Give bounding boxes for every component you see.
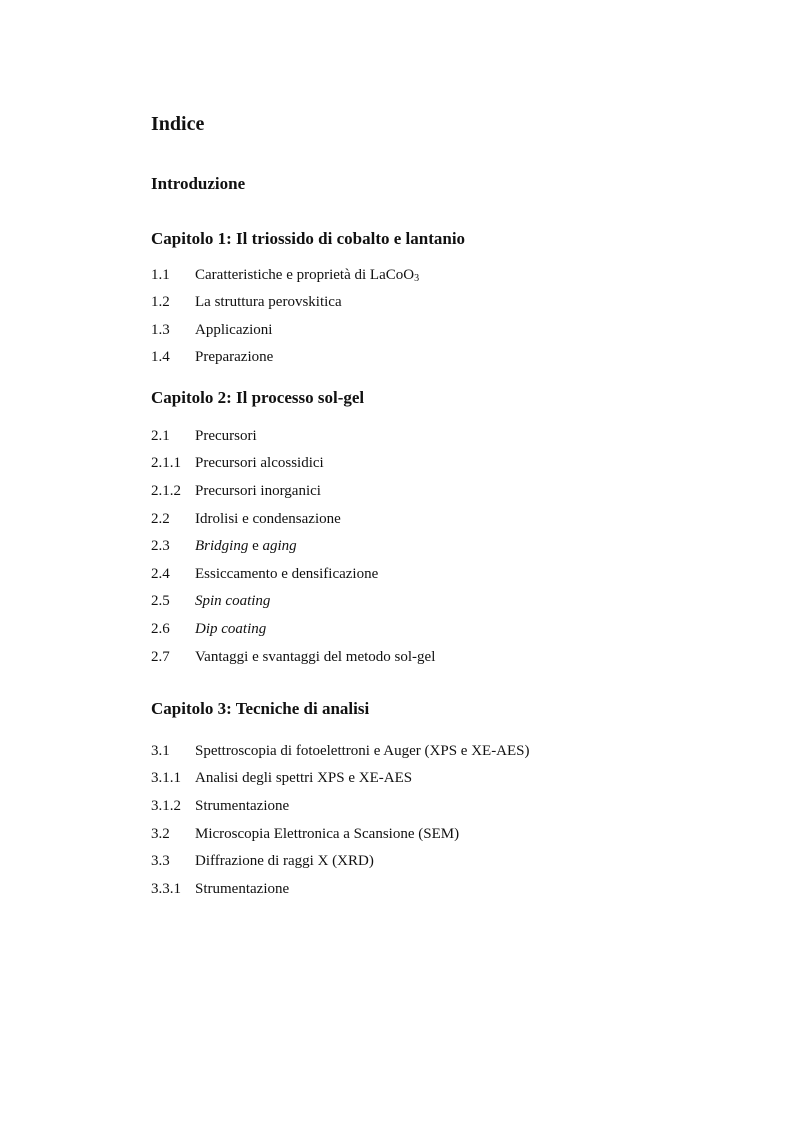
section-title: La struttura perovskitica bbox=[195, 294, 342, 310]
section-title: Analisi degli spettri XPS e XE-AES bbox=[195, 770, 413, 786]
section-number: 2.6 bbox=[151, 621, 170, 637]
toc-entry-3-1 bbox=[151, 741, 530, 761]
toc-entry-2-1 bbox=[151, 426, 257, 446]
toc-entry-2-3 bbox=[151, 536, 297, 556]
toc-entry-1-3 bbox=[151, 320, 272, 340]
section-number: 2.3 bbox=[151, 538, 170, 554]
toc-entry-3-2 bbox=[151, 824, 459, 844]
section-title: Spin coating bbox=[195, 593, 271, 609]
toc-entry-3-3 bbox=[151, 851, 374, 871]
section-title: Strumentazione bbox=[195, 798, 290, 814]
section-number: 1.3 bbox=[151, 322, 170, 338]
section-number: 3.3 bbox=[151, 853, 170, 869]
introduction-heading: Introduzione bbox=[151, 174, 246, 193]
section-title: Preparazione bbox=[195, 349, 274, 365]
toc-entry-2-2 bbox=[151, 509, 341, 529]
section-number: 2.1.2 bbox=[151, 483, 181, 499]
section-title: Precursori inorganici bbox=[195, 483, 321, 499]
section-number: 3.1.1 bbox=[151, 770, 181, 786]
section-number: 1.4 bbox=[151, 349, 170, 365]
section-number: 2.4 bbox=[151, 566, 170, 582]
chapter-1-heading: Capitolo 1: Il triossido di cobalto e lantanio bbox=[151, 229, 466, 248]
chapter-2-heading: Capitolo 2: Il processo sol-gel bbox=[151, 388, 365, 407]
section-title: Diffrazione di raggi X (XRD) bbox=[195, 853, 374, 869]
section-title: Idrolisi e condensazione bbox=[195, 511, 341, 527]
toc-entry-1-2 bbox=[151, 292, 342, 312]
section-number: 2.1 bbox=[151, 428, 170, 444]
section-title: Vantaggi e svantaggi del metodo sol-gel bbox=[195, 649, 436, 665]
toc-entry-2-7 bbox=[151, 647, 435, 667]
toc-entry-2-6 bbox=[151, 619, 266, 639]
section-title: Caratteristiche e proprietà di LaCoO$_3$ bbox=[195, 267, 420, 284]
section-title: Microscopia Elettronica a Scansione (SEM) bbox=[195, 826, 460, 842]
toc-entry-3-3-1 bbox=[151, 879, 289, 899]
section-number: 3.1 bbox=[151, 743, 170, 759]
toc-entry-2-1-2 bbox=[151, 481, 321, 501]
toc-entry-3-1-2 bbox=[151, 796, 289, 816]
page-title: Indice bbox=[151, 113, 205, 135]
section-number: 2.5 bbox=[151, 593, 170, 609]
section-title: Spettroscopia di fotoelettroni e Auger (XPS e XE-AES) bbox=[195, 743, 530, 759]
toc-entry-1-1 bbox=[151, 265, 419, 285]
section-title: Precursori alcossidici bbox=[195, 455, 324, 471]
section-number: 2.1.1 bbox=[151, 455, 181, 471]
section-number: 2.7 bbox=[151, 649, 170, 665]
toc-entry-3-1-1 bbox=[151, 768, 412, 788]
section-title: Strumentazione bbox=[195, 881, 290, 897]
section-number: 1.2 bbox=[151, 294, 170, 310]
section-number: 3.3.1 bbox=[151, 881, 181, 897]
section-title: Precursori bbox=[195, 428, 257, 444]
section-number: 1.1 bbox=[151, 267, 170, 283]
section-number: 3.2 bbox=[151, 826, 170, 842]
section-number: 2.2 bbox=[151, 511, 170, 527]
formula-subscript: 3 bbox=[414, 273, 420, 284]
section-title: Applicazioni bbox=[195, 322, 273, 338]
chapter-3-heading: Capitolo 3: Tecniche di analisi bbox=[151, 699, 370, 718]
toc-entry-2-5 bbox=[151, 591, 270, 611]
toc-entry-2-1-1 bbox=[151, 453, 324, 473]
section-title: Essiccamento e densificazione bbox=[195, 566, 379, 582]
toc-entry-1-4 bbox=[151, 347, 273, 367]
section-number: 3.1.2 bbox=[151, 798, 181, 814]
section-title: Bridging e aging bbox=[195, 538, 297, 554]
section-title: Dip coating bbox=[195, 621, 267, 637]
toc-entry-2-4 bbox=[151, 564, 378, 584]
